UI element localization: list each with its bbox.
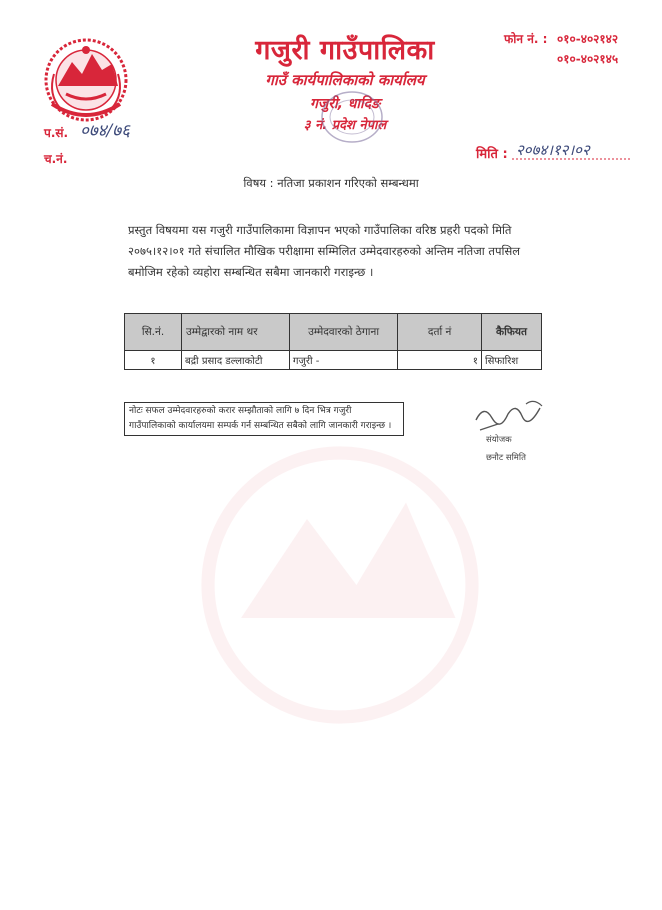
phone-label: फोन नं. :	[504, 32, 548, 46]
ps-value-handwritten: ०७४/७६	[80, 121, 130, 141]
signatory-role: संयोजक	[486, 435, 512, 445]
results-table	[124, 313, 542, 370]
municipality-name: गजुरी गाउँपालिका	[255, 35, 435, 66]
office-location: गजुरी, धादिङ	[309, 96, 381, 112]
phone-number-2: ०१०-४०२१४५	[557, 52, 619, 66]
col-registration-no: दर्ता नं	[398, 314, 482, 351]
cell-name: बद्री प्रसाद डल्लाकोटी	[182, 351, 290, 370]
office-stamp	[318, 88, 386, 146]
cell-remark: सिफारिश	[482, 351, 542, 370]
col-serial: सि.नं.	[125, 314, 182, 351]
office-name: गाउँ कार्यपालिकाको कार्यालय	[265, 71, 425, 89]
letterhead	[180, 30, 510, 133]
cn-label: च.नं.	[44, 152, 68, 166]
date-label: मिति :	[476, 147, 508, 162]
signature-scribble	[470, 396, 550, 438]
cell-serial: १	[125, 351, 182, 370]
ps-label: प.सं.	[44, 126, 69, 140]
watermark-emblem	[120, 420, 560, 750]
cell-registration: १	[398, 351, 482, 370]
date-value-handwritten: २०७४।१२।०२	[516, 141, 590, 159]
col-candidate-address: उम्मेदवारको ठेगाना	[289, 314, 398, 351]
subject-line: विषय : नतिजा प्रकाशन गरिएको सम्बन्धमा	[243, 176, 419, 190]
table-row	[125, 351, 542, 370]
province-line: ३ नं. प्रदेश नेपाल	[303, 118, 387, 133]
col-candidate-name: उम्मेद्वारको नाम थर	[182, 314, 290, 351]
phone-number-1: ०१०-४०२१४२	[557, 32, 619, 46]
signatory-committee: छनौट समिति	[486, 453, 526, 463]
table-header-row	[125, 314, 542, 351]
nepal-emblem-logo	[40, 34, 132, 124]
cell-address: गजुरी -	[289, 351, 398, 370]
col-remarks: कैफियत	[482, 314, 542, 351]
body-paragraph: प्रस्तुत विषयमा यस गजुरी गाउँपालिकामा विज्ञापन भएको गाउँपालिका वरिष्ठ प्रहरी पदको मिति २०७५।१२।०१ गते संचालित मौखिक परीक्षामा सम्मिलित उम्मेदवारहरुको अन्तिम नतिजा तपसिल बमोजिम रहेको व्यहोरा सम्बन्धित सबैमा जानकारी गराइन्छ ।	[128, 223, 521, 279]
date-underline	[512, 157, 632, 161]
note-box: नोटः सफल उम्मेदवारहरुको करार सम्झौताको लागि ७ दिन भित्र गजुरी गाउँपालिकाको कार्यालयमा सम्पर्क गर्न सम्बन्धित सबैको लागि जानकारी गराइन्छ ।	[124, 402, 404, 436]
